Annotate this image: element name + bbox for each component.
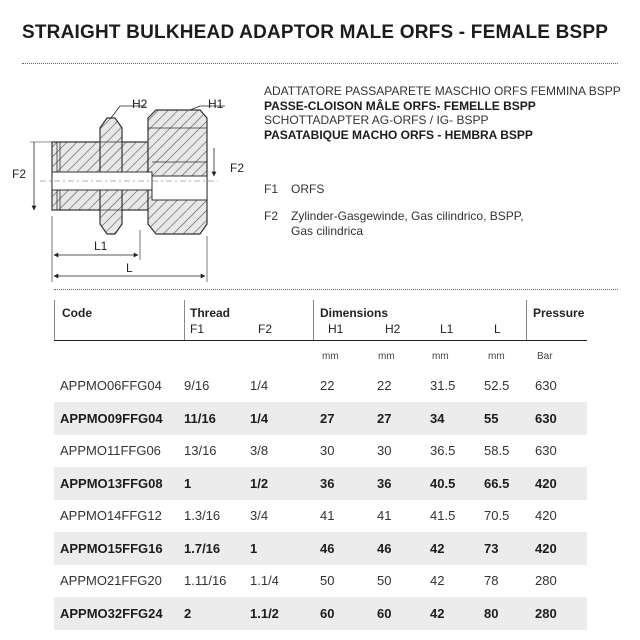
column-divider-1 [184, 300, 185, 340]
label-l: L [126, 261, 133, 275]
table-row [54, 467, 587, 500]
cell-code: APPMO13FFG08 [60, 475, 163, 491]
legend-f1-value: ORFS [291, 182, 325, 196]
cell-f1: 1.7/16 [184, 540, 221, 556]
cell-code: APPMO06FFG04 [60, 378, 162, 393]
cell-h1: 60 [320, 605, 335, 621]
header-f1: F1 [190, 322, 205, 336]
header-l: L [494, 322, 501, 336]
unit-pressure: Bar [537, 351, 553, 362]
cell-h2: 46 [377, 540, 392, 556]
cell-l1: 40.5 [430, 475, 456, 491]
legend-f1-key: F1 [264, 182, 279, 196]
cell-h2: 22 [377, 378, 392, 393]
cell-l: 55 [484, 410, 499, 426]
header-dimensions: Dimensions [320, 306, 389, 320]
cell-pressure: 280 [535, 573, 557, 588]
title-divider [22, 63, 618, 64]
cell-l1: 42 [430, 605, 445, 621]
header-thread: Thread [190, 306, 231, 320]
column-divider-2 [313, 300, 314, 340]
cell-l1: 42 [430, 540, 445, 556]
cell-pressure: 420 [535, 540, 557, 556]
cell-l: 52.5 [484, 378, 510, 393]
header-code: Code [62, 306, 92, 320]
header-f2: F2 [258, 322, 273, 336]
cell-f1: 2 [184, 605, 192, 621]
cell-code: APPMO11FFG06 [60, 443, 161, 458]
description-it: ADATTATORE PASSAPARETE MASCHIO ORFS FEMMINA BSPP [264, 84, 621, 98]
cell-f2: 3/4 [250, 508, 269, 523]
cell-pressure: 280 [535, 605, 557, 621]
table-row [54, 402, 587, 435]
cell-h2: 36 [377, 475, 392, 491]
page-title: STRAIGHT BULKHEAD ADAPTOR MALE ORFS - FEMALE BSPP [22, 22, 609, 43]
cell-l1: 36.5 [430, 443, 456, 458]
unit-h1: mm [322, 351, 339, 362]
header-h2: H2 [385, 322, 401, 336]
description-es: PASATABIQUE MACHO ORFS - HEMBRA BSPP [264, 127, 533, 142]
cell-code: APPMO32FFG24 [60, 605, 163, 621]
legend-f2-value-line1: Zylinder-Gasgewinde, Gas cilindrico, BSPP, [291, 209, 524, 223]
cell-f1: 1 [184, 475, 192, 491]
cell-code: APPMO15FFG16 [60, 540, 163, 556]
cell-pressure: 630 [535, 410, 557, 426]
cell-pressure: 420 [535, 508, 557, 523]
cell-h1: 50 [320, 573, 335, 588]
header-pressure: Pressure [533, 306, 585, 320]
label-h1: H1 [208, 97, 224, 111]
column-divider-left [54, 300, 55, 340]
label-h2: H2 [132, 97, 148, 111]
cell-h1: 46 [320, 540, 335, 556]
cell-pressure: 630 [535, 443, 557, 458]
cell-l: 78 [484, 573, 499, 588]
cell-f2: 1/2 [250, 475, 269, 491]
cell-h1: 41 [320, 508, 335, 523]
cell-h2: 50 [377, 573, 392, 588]
table-row [54, 597, 587, 630]
header-l1: L1 [440, 322, 454, 336]
table-row [54, 564, 587, 597]
cell-h1: 27 [320, 410, 335, 426]
cell-f2: 3/8 [250, 443, 269, 458]
label-f2-left: F2 [12, 167, 27, 181]
cell-h2: 60 [377, 605, 392, 621]
legend-f2-value-line2: Gas cilindrica [291, 224, 364, 238]
table-row [54, 532, 587, 565]
table-row [54, 499, 587, 532]
cell-f2: 1.1/4 [250, 573, 279, 588]
cell-h2: 30 [377, 443, 392, 458]
cell-f2: 1 [250, 540, 258, 556]
cell-h1: 22 [320, 378, 335, 393]
female-body-h1 [148, 110, 207, 234]
cell-pressure: 630 [535, 378, 557, 393]
cell-f2: 1.1/2 [250, 605, 279, 621]
cell-code: APPMO14FFG12 [60, 508, 162, 523]
table-row [54, 369, 587, 402]
label-f2-right: F2 [230, 161, 245, 175]
cell-f2: 1/4 [250, 410, 269, 426]
cell-f1: 11/16 [184, 410, 216, 426]
description-fr: PASSE-CLOISON MÂLE ORFS- FEMELLE BSPP [264, 98, 536, 113]
table-divider [54, 289, 618, 290]
unit-l: mm [488, 351, 505, 362]
column-divider-3 [526, 300, 527, 340]
cell-f1: 1.11/16 [184, 573, 227, 588]
table-row [54, 434, 587, 467]
cell-l: 58.5 [484, 443, 510, 458]
cell-l1: 34 [430, 410, 445, 426]
product-descriptions [264, 84, 621, 142]
unit-h2: mm [378, 351, 395, 362]
cell-l: 73 [484, 540, 499, 556]
cell-h1: 36 [320, 475, 335, 491]
cell-code: APPMO09FFG04 [60, 410, 163, 426]
cell-code: APPMO21FFG20 [60, 573, 162, 588]
cell-l1: 42 [430, 573, 445, 588]
cell-l1: 41.5 [430, 508, 456, 523]
cell-l: 70.5 [484, 508, 510, 523]
cell-h1: 30 [320, 443, 335, 458]
header-h1: H1 [328, 322, 344, 336]
header-rule [54, 340, 587, 341]
adaptor-drawing [0, 80, 260, 290]
legend-f2-key: F2 [264, 209, 279, 223]
cell-h2: 41 [377, 508, 392, 523]
label-l1: L1 [94, 239, 108, 253]
unit-l1: mm [432, 351, 449, 362]
cell-pressure: 420 [535, 475, 557, 491]
cell-f2: 1/4 [250, 378, 269, 393]
cell-l: 66.5 [484, 475, 510, 491]
cell-h2: 27 [377, 410, 392, 426]
cell-f1: 1.3/16 [184, 508, 221, 523]
cell-l: 80 [484, 605, 499, 621]
cell-f1: 9/16 [184, 378, 210, 393]
description-de: SCHOTTADAPTER AG-ORFS / IG- BSPP [264, 113, 489, 127]
cell-f1: 13/16 [184, 443, 217, 458]
cell-l1: 31.5 [430, 378, 456, 393]
